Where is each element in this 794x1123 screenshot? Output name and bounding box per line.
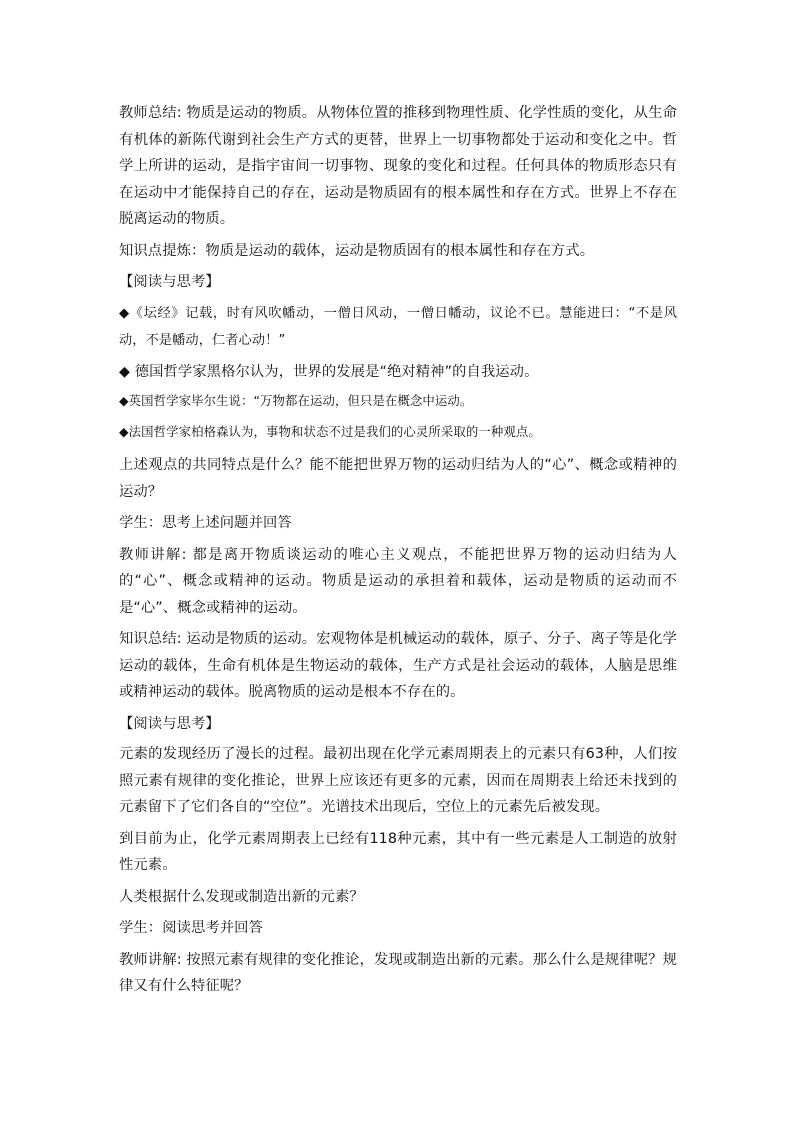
quote-bergson: ◆法国哲学家柏格森认为，事物和状态不过是我们的心灵所采取的一种观点。 [119, 424, 541, 439]
student-response-paragraph-2: 学生：阅读思考并回答 [119, 920, 263, 936]
section-heading-reading-2: 【阅读与思考】 [119, 715, 220, 732]
knowledge-point-paragraph: 知识点提炼：物质是运动的载体，运动是物质固有的根本属性和存在方式。 [119, 242, 595, 259]
quote-tanjing: ◆《坛经》记载，时有风吹幡动，一僧日风动，一僧日幡动，议论不已。慧能进曰：“不是风动，不是幡动，仁者心动！” [119, 305, 677, 348]
teacher-summary-paragraph: 教师总结: 物质是运动的物质。从物体位置的推移到物理性质、化学性质的变化，从生命有机体的新陈代谢到社会生产方式的更替，世界上一切事物都处于运动和变化之中。哲学上所讲的运动，是指宇宙间一切事物、现象的变化和过程。任何具体的物质形态只有在运动中才能保持自己的存在，运动是物质固有的根本属性和存在方式。世界上不存在脱离运动的物质。 [119, 105, 677, 227]
quote-pearson: ◆英国哲学家毕尔生说：“万物都在运动，但只是在概念中运动。 [119, 393, 473, 408]
student-response-paragraph: 学生：思考上述问题并回答 [119, 515, 292, 531]
elements-discovery-paragraph: 元素的发现经历了漫长的过程。最初出现在化学元素周期表上的元素只有63种，人们按照元素有规律的变化推论，世界上应该还有更多的元素，因而在周期表上给还未找到的元素留下了它们各自的“空位”。光谱技术出现后，空位上的元素先后被发现。 [119, 746, 677, 815]
section-heading-reading: 【阅读与思考】 [119, 274, 220, 290]
question-paragraph: 上述观点的共同特点是什么？能不能把世界万物的运动归结为人的“心”、概念或精神的运动？ [119, 457, 677, 500]
knowledge-summary-paragraph: 知识总结: 运动是物质的运动。宏观物体是机械运动的载体，原子、分子、离子等是化学运动的载体，生命有机体是生物运动的载体，生产方式是社会运动的载体，人脑是思维或精神运动的载体。脱离物质的运动是根本不存在的。 [119, 631, 677, 700]
quote-hegel: ◆ 德国哲学家黑格尔认为，世界的发展是“绝对精神”的自我运动。 [119, 363, 539, 380]
document-page [119, 100, 677, 1005]
elements-question-paragraph: 人类根据什么发现或制造出新的元素？ [119, 888, 364, 905]
teacher-explanation-paragraph-2: 教师讲解: 按照元素有规律的变化推论，发现或制造出新的元素。那么什么是规律呢？规律又有什么特征呢？ [119, 951, 677, 994]
teacher-explanation-paragraph: 教师讲解: 都是离开物质谈运动的唯心主义观点，不能把世界万物的运动归结为人的“心”、概念或精神的运动。物质是运动的承担着和载体，运动是物质的运动而不是“心”、概念或精神的运动。 [119, 546, 677, 616]
elements-count-paragraph: 到目前为止，化学元素周期表上已经有118种元素，其中有一些元素是人工制造的放射性元素。 [119, 830, 677, 873]
